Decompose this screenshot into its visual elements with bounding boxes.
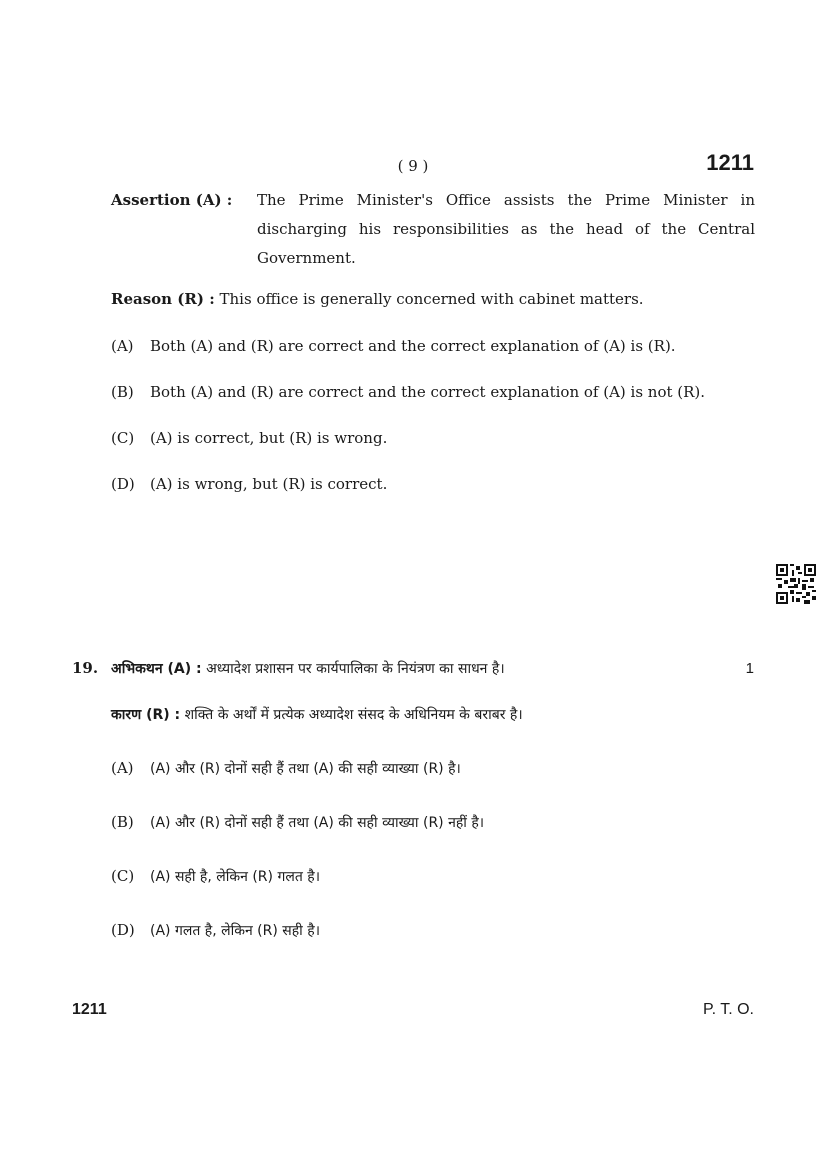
page-number: ( 9 ) bbox=[397, 157, 429, 175]
qr-code-icon bbox=[776, 564, 816, 604]
q18-option-a-text: Both (A) and (R) are correct and the correct explanation of (A) is (R). bbox=[150, 337, 676, 355]
q18-assertion-text: The Prime Minister's Office assists the Prime Minister in discharging his responsibilities as the head of the Central Government. bbox=[257, 191, 755, 267]
q19-number: 19. bbox=[72, 659, 99, 677]
q19-option-d bbox=[111, 921, 320, 940]
q18-reason-label: Reason (R) : bbox=[111, 290, 215, 308]
q19-option-a-text: (A) और (R) दोनों सही हैं तथा (A) की सही व्याख्या (R) है। bbox=[150, 761, 461, 777]
q18-option-a-label: (A) bbox=[111, 337, 134, 355]
q18-option-b bbox=[111, 383, 705, 401]
q19-option-b-text: (A) और (R) दोनों सही हैं तथा (A) की सही व्याख्या (R) नहीं है। bbox=[150, 815, 485, 831]
q18-option-c bbox=[111, 429, 387, 447]
q19-option-d-label: (D) bbox=[111, 921, 135, 939]
q18-reason bbox=[111, 290, 761, 308]
q19-reason-text: शक्ति के अर्थों में प्रत्येक अध्यादेश संसद के अधिनियम के बराबर है। bbox=[184, 707, 523, 723]
paper-code-bottom: 1211 bbox=[72, 1001, 107, 1018]
q19-option-b-label: (B) bbox=[111, 813, 134, 831]
q19-assertion bbox=[111, 659, 505, 678]
q19-option-d-text: (A) गलत है, लेकिन (R) सही है। bbox=[150, 923, 320, 939]
q19-option-a bbox=[111, 759, 461, 778]
q19-option-c-label: (C) bbox=[111, 867, 135, 885]
q19-assertion-label: अभिकथन (A) : bbox=[111, 661, 202, 677]
q18-reason-text: This office is generally concerned with cabinet matters. bbox=[219, 290, 644, 308]
q18-option-d-label: (D) bbox=[111, 475, 135, 493]
q18-option-d bbox=[111, 475, 387, 493]
q18-option-b-text: Both (A) and (R) are correct and the correct explanation of (A) is not (R). bbox=[150, 383, 706, 401]
pto-label: P. T. O. bbox=[703, 1001, 754, 1018]
q18-assertion-label: Assertion (A) : bbox=[111, 191, 233, 209]
q18-option-c-text: (A) is correct, but (R) is wrong. bbox=[150, 429, 388, 447]
q18-option-d-text: (A) is wrong, but (R) is correct. bbox=[150, 475, 388, 493]
q18-assertion bbox=[111, 186, 755, 273]
q19-reason-label: कारण (R) : bbox=[111, 707, 181, 723]
q19-reason bbox=[111, 705, 523, 724]
q19-assertion-text: अध्यादेश प्रशासन पर कार्यपालिका के नियंत्रण का साधन है। bbox=[206, 661, 505, 677]
q18-option-a bbox=[111, 337, 676, 355]
q18-option-c-label: (C) bbox=[111, 429, 135, 447]
q19-option-c bbox=[111, 867, 320, 886]
q19-option-b bbox=[111, 813, 484, 832]
q18-option-b-label: (B) bbox=[111, 383, 134, 401]
q19-option-c-text: (A) सही है, लेकिन (R) गलत है। bbox=[150, 869, 320, 885]
q19-option-a-label: (A) bbox=[111, 759, 134, 777]
paper-code-top: 1211 bbox=[706, 150, 754, 175]
q19-marks: 1 bbox=[745, 660, 754, 677]
